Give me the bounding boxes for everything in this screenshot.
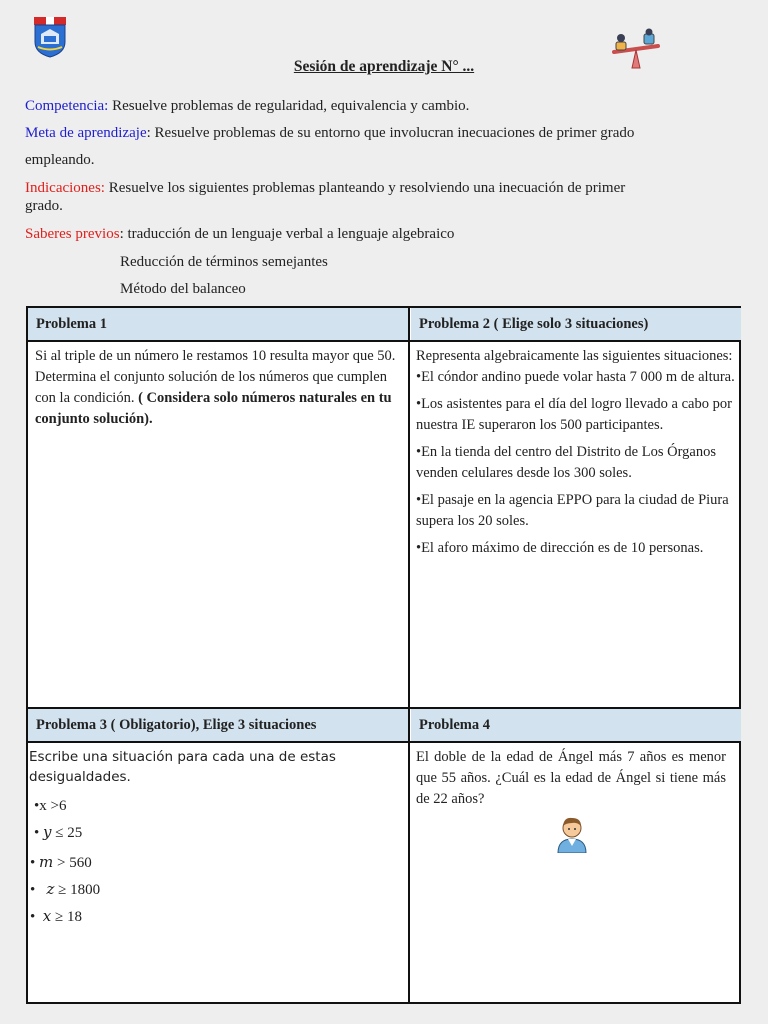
problem-3-body <box>29 747 399 787</box>
saberes-line <box>25 226 454 243</box>
row-divider-2 <box>28 707 739 709</box>
competencia-label: Competencia: <box>25 98 109 114</box>
school-crest-icon <box>32 16 68 58</box>
problem-2-body <box>416 346 740 559</box>
problem-1-header: Problema 1 <box>28 308 409 340</box>
inequality-item: •x >6 <box>34 798 67 814</box>
meta-label: Meta de aprendizaje <box>25 125 147 141</box>
problem-4-header: Problema 4 <box>411 709 741 741</box>
problem-2-item: •El cóndor andino puede volar hasta 7 000 m de altura. <box>416 369 735 385</box>
problem-2-item: •El pasaje en la agencia EPPO para la ciudad de Piura supera los 20 soles. <box>416 492 729 529</box>
inequality-item: • y ≤ 25 <box>34 823 83 841</box>
indicaciones-text: Resuelve los siguientes problemas planteando y resolviendo una inecuación de primer <box>104 180 626 196</box>
problem-1-text: Si al triple de un número le restamos 10 resulta mayor que 50. Determina el conjunto solución de los números que cumplen con la condición. <box>35 348 396 406</box>
problem-1-body <box>35 346 403 430</box>
saberes-item-3: Método del balanceo <box>120 281 246 297</box>
problem-2-item: •En la tienda del centro del Distrito de Los Órganos venden celulares desde los 300 soles. <box>416 444 716 481</box>
page-title: Sesión de aprendizaje N° ... <box>293 58 475 75</box>
inequality-item: • z ≥ 1800 <box>30 880 101 898</box>
problem-3-header: Problema 3 ( Obligatorio), Elige 3 situaciones <box>28 709 409 741</box>
indicaciones-line <box>25 180 625 197</box>
competencia-text: Resuelve problemas de regularidad, equivalencia y cambio. <box>108 98 470 114</box>
problem-2-item: •El aforo máximo de dirección es de 10 personas. <box>416 540 704 556</box>
inequality-item: • x ≥ 18 <box>30 907 82 925</box>
row-divider-3 <box>28 741 739 743</box>
person-avatar-icon <box>555 813 589 853</box>
problem-2-header: Problema 2 ( Elige solo 3 situaciones) <box>411 308 741 340</box>
problem-2-intro: Representa algebraicamente las siguientes situaciones: <box>416 348 733 364</box>
meta-line <box>25 125 634 142</box>
meta-line-2: empleando. <box>25 152 95 168</box>
column-divider <box>408 308 410 1002</box>
saberes-label: Saberes previos <box>25 226 120 242</box>
row-divider-1 <box>28 340 739 342</box>
saberes-text: : traducción de un lenguaje verbal a lenguaje algebraico <box>119 226 455 242</box>
meta-text: : Resuelve problemas de su entorno que involucran inecuaciones de primer grado <box>146 125 635 141</box>
indicaciones-label: Indicaciones: <box>25 180 105 196</box>
problem-2-item: •Los asistentes para el día del logro llevado a cabo por nuestra IE superaron los 500 participantes. <box>416 396 732 433</box>
problem-4-body: El doble de la edad de Ángel más 7 años es menor que 55 años. ¿Cuál es la edad de Ángel si tiene más de 22 años? <box>416 749 726 807</box>
problems-table <box>26 306 741 1004</box>
problem-3-intro: Escribe una situación para cada una de estas desigualdades. <box>29 749 336 785</box>
indicaciones-line-2: grado. <box>25 198 63 214</box>
saberes-item-2: Reducción de términos semejantes <box>120 254 328 270</box>
problem-1-note: ( Considera solo números naturales en tu conjunto solución). <box>35 390 392 427</box>
inequality-item: • m > 560 <box>30 853 92 871</box>
competencia-line <box>25 98 469 115</box>
